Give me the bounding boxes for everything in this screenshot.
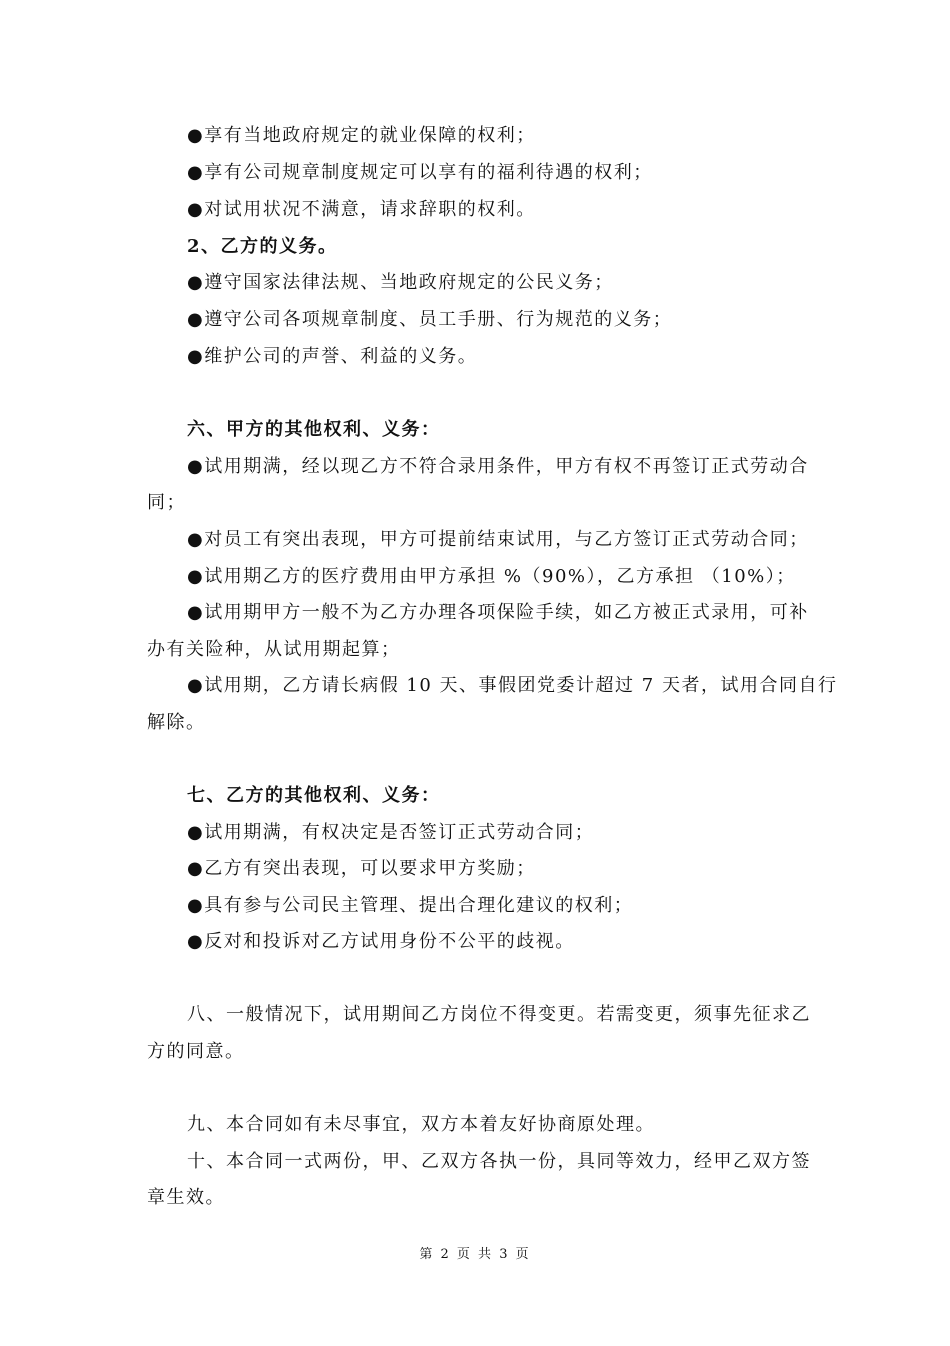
page-footer: 第 2 页 共 3 页 [419,1247,531,1262]
rights-item-employment: ●享有当地政府规定的就业保障的权利； [187,125,536,146]
clause-nine: 九、本合同如有未尽事宜，双方本着友好协商原处理。 [187,1114,655,1135]
clause-eight: 八、一般情况下，试用期间乙方岗位不得变更。若需变更，须事先征求乙 [187,1004,811,1025]
clause-seven-item-4: ●反对和投诉对乙方试用身份不公平的歧视。 [187,931,575,952]
obligation-item-law: ●遵守国家法律法规、当地政府规定的公民义务； [187,272,614,293]
clause-seven-item-3: ●具有参与公司民主管理、提出合理化建议的权利； [187,895,634,916]
section-heading-party-b-obligations: 2、乙方的义务。 [187,236,338,257]
clause-six-item-4-cont: 办有关险种，从试用期起算； [147,639,401,660]
clause-seven-item-2: ●乙方有突出表现，可以要求甲方奖励； [187,858,536,879]
clause-eight-cont: 方的同意。 [147,1041,245,1062]
clause-ten-cont: 章生效。 [147,1187,225,1208]
clause-six-item-3: ●试用期乙方的医疗费用由甲方承担 %（90%），乙方承担 （10%）； [187,566,796,587]
clause-seven-item-1: ●试用期满，有权决定是否签订正式劳动合同； [187,822,595,843]
section-heading-six: 六、甲方的其他权利、义务： [187,419,441,440]
section-heading-seven: 七、乙方的其他权利、义务： [187,785,441,806]
clause-six-item-5: ●试用期，乙方请长病假 10 天、事假团党委计超过 7 天者，试用合同自行 [187,675,838,696]
clause-six-item-5-cont: 解除。 [147,712,206,733]
clause-six-item-1: ●试用期满，经以现乙方不符合录用条件，甲方有权不再签订正式劳动合 [187,456,809,477]
clause-six-item-4: ●试用期甲方一般不为乙方办理各项保险手续，如乙方被正式录用，可补 [187,602,809,623]
clause-six-item-2: ●对员工有突出表现，甲方可提前结束试用，与乙方签订正式劳动合同； [187,529,809,550]
rights-item-resign: ●对试用状况不满意，请求辞职的权利。 [187,199,536,220]
clause-six-item-1-cont: 同； [147,492,186,513]
rights-item-welfare: ●享有公司规章制度规定可以享有的福利待遇的权利； [187,162,653,183]
clause-ten: 十、本合同一式两份，甲、乙双方各执一份，具同等效力，经甲乙双方签 [187,1151,811,1172]
obligation-item-reputation: ●维护公司的声誉、利益的义务。 [187,346,478,367]
obligation-item-rules: ●遵守公司各项规章制度、员工手册、行为规范的义务； [187,309,673,330]
